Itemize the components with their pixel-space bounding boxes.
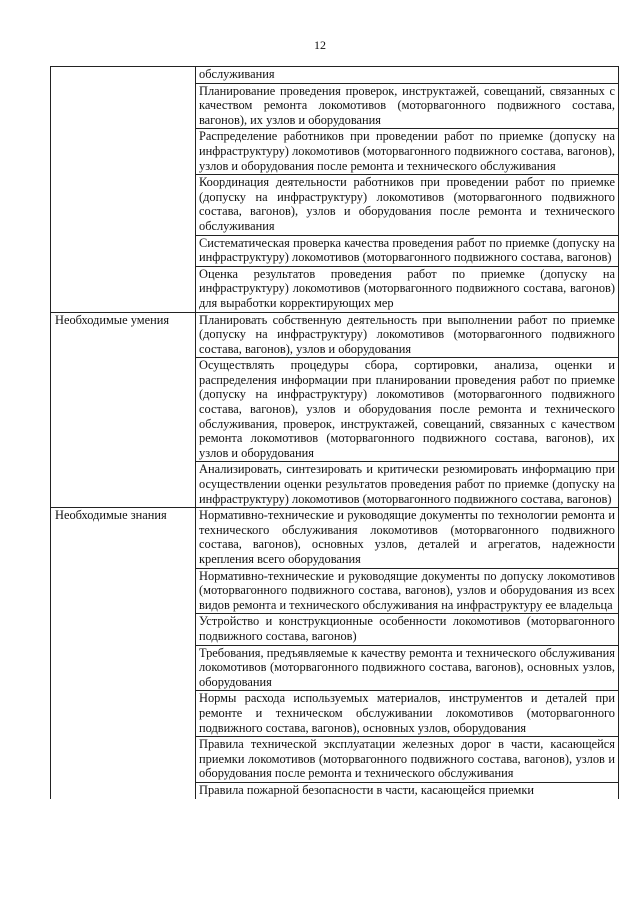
table-cell: Осуществлять процедуры сбора, сортировки, анализа, оценки и распределения информации при планировании проведения работ по приемке (допуску на инфраструктуру) локомотивов (моторвагонного подвижного состава, вагонов), узлов и оборудования после ремонта и технического обслуживания, проверок, инструктажей, совещаний, связанных с качеством ремонта локомотивов (моторвагонного подвижного состава, вагонов), их узлов и оборудования [196,358,619,462]
table-cell: Планирование проведения проверок, инструктажей, совещаний, связанных с качеством ремонта локомотивов (моторвагонного подвижного состава, вагонов), их узлов и оборудования [196,83,619,129]
page-number: 12 [314,38,326,52]
row-label-skills: Необходимые умения [51,312,196,508]
table-row [51,508,619,568]
table-cell: Планировать собственную деятельность при выполнении работ по приемке (допуску на инфраструктуру) локомотивов (моторвагонного подвижного состава, вагонов), узлов и оборудования [196,312,619,358]
row-label-empty [51,67,196,313]
table-cell: Устройство и конструкционные особенности локомотивов (моторвагонного подвижного состава, вагонов) [196,614,619,645]
table-cell: обслуживания [196,67,619,84]
table-cell: Систематическая проверка качества проведения работ по приемке (допуску на инфраструктуру) локомотивов (моторвагонного подвижного состава, вагонов) [196,235,619,266]
table-cell: Анализировать, синтезировать и критически резюмировать информацию при осуществлении оценки результатов проведения работ по приемке (допуску на инфраструктуру) локомотивов (моторвагонного подвижного состава, вагонов) [196,462,619,508]
table-cell: Требования, предъявляемые к качеству ремонта и технического обслуживания локомотивов (моторвагонного подвижного состава, вагонов), основных узлов, оборудования [196,645,619,691]
table-cell: Координация деятельности работников при проведении работ по приемке (допуску на инфраструктуру) локомотивов (моторвагонного подвижного состава, вагонов), узлов и оборудования после ремонта и технического обслуживания [196,175,619,235]
table-row [51,67,619,84]
table-cell: Нормы расхода используемых материалов, инструментов и деталей при ремонте и техническом обслуживании локомотивов (моторвагонного подвижного состава, вагонов), основных узлов, оборудования [196,691,619,737]
row-label-knowledge: Необходимые знания [51,508,196,799]
table-cell: Нормативно-технические и руководящие документы по технологии ремонта и технического обслуживания локомотивов (моторвагонного подвижного состава, вагонов), основных узлов, деталей и агрегатов, надежности крепления всего оборудования [196,508,619,568]
requirements-table [50,66,619,799]
table-cell: Правила пожарной безопасности в части, касающейся приемки [196,782,619,798]
table-cell: Правила технической эксплуатации железных дорог в части, касающейся приемки локомотивов (моторвагонного подвижного состава, вагонов), узлов и оборудования после ремонта и технического обслуживания [196,737,619,783]
table-row [51,312,619,358]
table-cell: Распределение работников при проведении работ по приемке (допуску на инфраструктуру) локомотивов (моторвагонного подвижного состава, вагонов), узлов и оборудования после ремонта и технического обслуживания [196,129,619,175]
table-cell: Оценка результатов проведения работ по приемке (допуску на инфраструктуру) локомотивов (моторвагонного подвижного состава, вагонов) для выработки корректирующих мер [196,266,619,312]
table-cell: Нормативно-технические и руководящие документы по допуску локомотивов (моторвагонного подвижного состава, вагонов), узлов и оборудования из всех видов ремонта и технического обслуживания на инфраструктуру ее владельца [196,568,619,614]
